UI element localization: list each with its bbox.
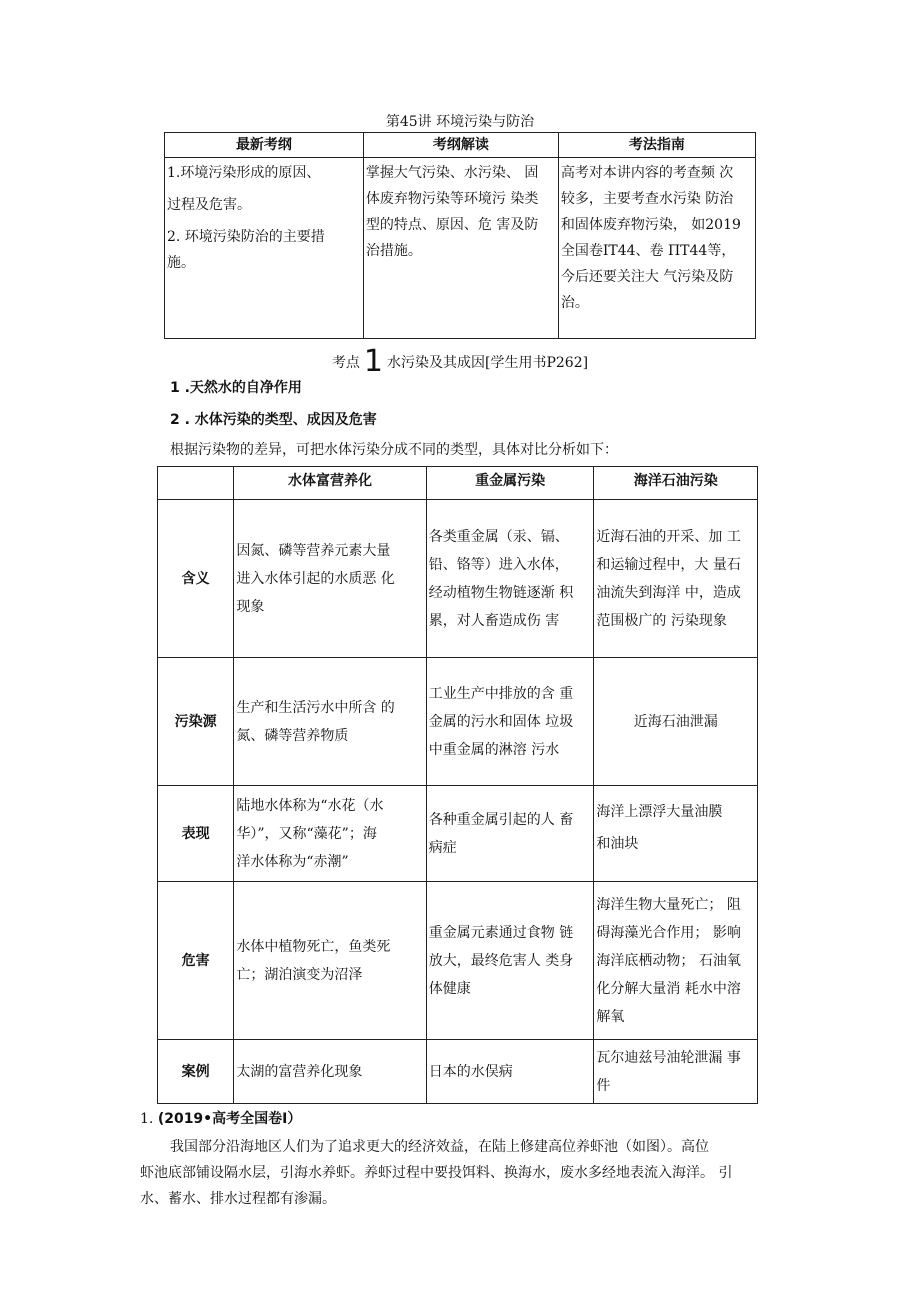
question-body — [140, 1134, 790, 1212]
cell-line: 氮、磷等营养物质 — [236, 727, 349, 744]
question-line: 我国部分沿海地区人们为了追求更大的经济效益，在陆上修建高位养虾池（如图）。高位 — [170, 1139, 709, 1155]
cell-line: 施。 — [167, 255, 195, 271]
table-cell — [426, 786, 594, 882]
table-cell — [594, 658, 758, 786]
table-cell — [594, 786, 758, 882]
cell-line: 各种重金属引起的人 畜 — [428, 811, 574, 828]
table-cell — [558, 158, 755, 339]
cell-line: 陆地水体称为“水花（水 — [236, 797, 384, 814]
item-heading-2: 2 . 水体污染的类型、成因及危害 — [170, 412, 377, 428]
table-row — [158, 786, 758, 882]
cell-line: 件 — [596, 1077, 611, 1094]
question-source: (2019•高考全国卷I） — [157, 1111, 302, 1127]
cell-line: 亡；湖泊演变为沼泽 — [236, 966, 363, 983]
cell-line: 进入水体引起的水质恶 化 — [236, 570, 395, 587]
cell-line: 全国卷IT44、卷 ПT44等， — [560, 243, 736, 259]
table-cell — [426, 1040, 594, 1104]
table-row — [165, 133, 756, 158]
cell-line: 太湖的富营养化现象 — [236, 1063, 363, 1080]
cell-line: 体健康 — [428, 980, 471, 997]
column-header: 海洋石油污染 — [594, 467, 758, 500]
column-header: 考纲解读 — [363, 133, 558, 158]
section-number: 1 — [363, 344, 383, 379]
table-row — [158, 500, 758, 658]
cell-line: 掌握大气污染、水污染、 固 — [365, 165, 539, 181]
row-header: 污染源 — [158, 658, 234, 786]
table-cell — [426, 658, 594, 786]
cell-line: 重金属元素通过食物 链 — [428, 924, 574, 941]
table-cell — [426, 882, 594, 1040]
cell-line: 高考对本讲内容的考查频 次 — [560, 165, 734, 181]
column-header: 最新考纲 — [165, 133, 364, 158]
row-header: 危害 — [158, 882, 234, 1040]
table-cell — [234, 500, 426, 658]
cell-line: 和运输过程中，大 量石 — [596, 556, 741, 573]
question-number: 1. — [140, 1111, 154, 1127]
cell-line: 工业生产中排放的含 重 — [428, 685, 574, 702]
cell-line: 体废弃物污染等环境污 染类 — [365, 191, 539, 207]
cell-line: 现象 — [236, 598, 265, 615]
cell-line: 经动植物生物链逐渐 积 — [428, 584, 574, 601]
cell-line: 瓦尔迪兹号油轮泄漏 事 — [596, 1049, 741, 1066]
cell-line: 因氮、磷等营养元素大量 — [236, 542, 391, 559]
cell-line: 华）”，又称“藻花”；海 — [236, 825, 377, 842]
cell-line: 近海石油的开采、加 工 — [596, 528, 741, 545]
cell-line: 放大，最终危害人 类身 — [428, 952, 574, 969]
question-line: 虾池底部铺设隔水层，引海水养虾。养虾过程中要投饵料、换海水，废水多经地表流入海洋。 引 — [140, 1165, 733, 1181]
table-row — [165, 158, 756, 339]
table-cell — [234, 658, 426, 786]
cell-line: 2. 环境污染防治的主要措 — [167, 229, 325, 245]
column-header: 考法指南 — [558, 133, 755, 158]
cell-line: 型的特点、原因、危 害及防 — [365, 217, 539, 233]
cell-line: 范围极广的 污染现象 — [596, 612, 727, 629]
cell-line: 海洋上漂浮大量油膜 — [596, 804, 723, 820]
cell-line: 近海石油泄漏 — [633, 713, 718, 730]
cell-line: 铅、铬等）进入水体， — [428, 556, 569, 573]
table-cell — [165, 158, 364, 339]
table-cell — [594, 1040, 758, 1104]
table-cell — [594, 882, 758, 1040]
table-row — [158, 1040, 758, 1104]
cell-line: 海洋底栖动物； 石油氧 — [596, 952, 741, 969]
row-header: 案例 — [158, 1040, 234, 1104]
cell-line: 较多，主要考查水污染 防治 — [560, 191, 734, 207]
cell-line: 洋水体称为“赤潮” — [236, 853, 349, 870]
question-header — [140, 1106, 301, 1132]
cell-line: 化分解大量消 耗水中溶 — [596, 980, 741, 997]
table-cell — [234, 882, 426, 1040]
item-heading-1: 1 .天然水的自净作用 — [170, 380, 302, 396]
cell-line: 累，对人畜造成伤 害 — [428, 612, 560, 629]
cell-line: 水体中植物死亡，鱼类死 — [236, 938, 391, 955]
cell-line: 和固体废弃物污染， 如2019 — [560, 217, 741, 233]
cell-line: 金属的污水和固体 垃圾 — [428, 713, 574, 730]
cell-line: 中重金属的淋溶 污水 — [428, 741, 560, 758]
cell-line: 病症 — [428, 839, 457, 856]
column-header: 重金属污染 — [426, 467, 594, 500]
table-cell — [426, 500, 594, 658]
cell-line: 日本的水俣病 — [428, 1063, 513, 1080]
table-cell — [234, 786, 426, 882]
column-header: 水体富营养化 — [234, 467, 426, 500]
pollution-table — [157, 466, 758, 1104]
table-cell — [594, 500, 758, 658]
cell-line: 生产和生活污水中所含 的 — [236, 699, 395, 716]
cell-line: 治。 — [560, 295, 589, 311]
page-title: 第45讲 环境污染与防治 — [385, 114, 535, 130]
cell-line: 碍海藻光合作用； 影响 — [596, 924, 741, 941]
row-header: 表现 — [158, 786, 234, 882]
section-prefix: 考点 — [331, 355, 360, 371]
cell-line: 和油块 — [596, 836, 639, 852]
section-heading — [0, 344, 920, 379]
table-cell — [363, 158, 558, 339]
cell-line: 油流失到海洋 中，造成 — [596, 584, 741, 601]
cell-line: 今后还要关注大 气污染及防 — [560, 269, 734, 285]
cell-line: 解氧 — [596, 1008, 625, 1025]
table-row — [158, 658, 758, 786]
question-line: 水、蓄水、排水过程都有渗漏。 — [140, 1191, 336, 1207]
section-text: 水污染及其成因[学生用书P262] — [387, 355, 589, 371]
cell-line: 1.环境污染形成的原因、 — [167, 165, 321, 181]
cell-line: 海洋生物大量死亡； 阻 — [596, 896, 741, 913]
row-header: 含义 — [158, 500, 234, 658]
column-header — [158, 467, 234, 500]
cell-line: 各类重金属（汞、镉、 — [428, 528, 569, 545]
intro-paragraph: 根据污染物的差异，可把水体污染分成不同的类型，具体对比分析如下： — [170, 442, 618, 458]
table-row — [158, 882, 758, 1040]
cell-line: 过程及危害。 — [167, 197, 251, 213]
syllabus-table — [164, 132, 756, 339]
table-cell — [234, 1040, 426, 1104]
table-row — [158, 467, 758, 500]
cell-line: 治措施。 — [365, 243, 422, 259]
